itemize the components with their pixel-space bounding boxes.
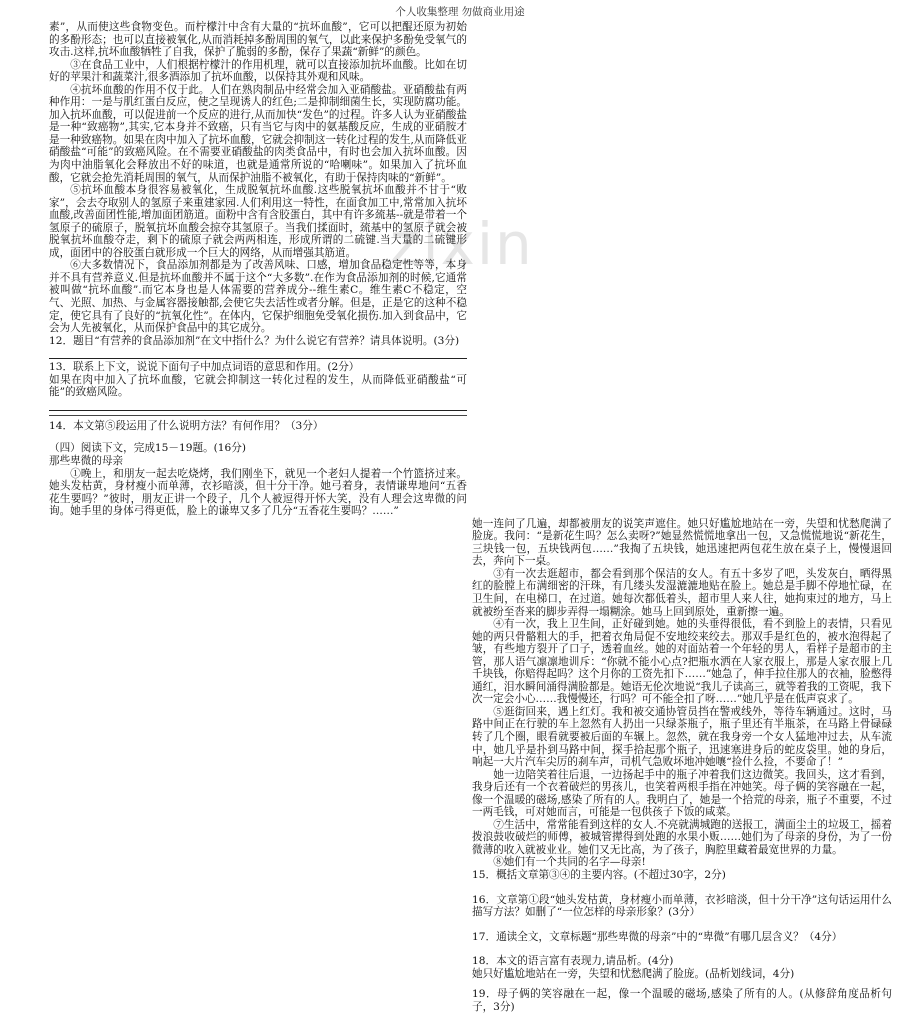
question-14: 14．本文第⑤段运用了什么说明方法？有何作用？（3分） (49, 419, 324, 432)
question-12: 12．题目“有营养的食品添加剂”在文中指什么？为什么说它有营养？请具体说明。(3分) (49, 334, 460, 347)
answer-line-12[interactable] (49, 347, 467, 359)
question-13: 13．联系上下文，说说下面句子中加点词语的意思和作用。(2分） (49, 361, 360, 374)
page-header: 个人收集整理 勿做商业用途 (395, 6, 525, 18)
answer-line-13[interactable] (49, 399, 467, 411)
paragraph-6: ⑥大多数情况下，食品添加剂都是为了改善风味、口感，增加食品稳定性等等，本身并不具有营养意义.但是抗坏血酸并不属于这个“大多数”.在作为食品添加剂的时候,它通常被叫做“抗坏血酸”.而它本身也是人体需要的营养成分--维生素C。维生素C不稳定，空气、光照、加热、与金属容器接触都,会使它失去活性或者分解。但是，正是它的这种不稳定，使它具有了良好的“抗氧化性”。在体内，它保护细胞免受氧化损伤.加入到食品中，它会为人先被氧化，从而保护食品中的其它成分。 (49, 259, 467, 335)
paragraph-4: ④抗坏血酸的作用不仅于此。人们在熟肉制品中经常会加入亚硝酸盐。亚硝酸盐有两种作用：一是与肌红蛋白反应，使之呈现诱人的红色;二是抑制细菌生长，实现防腐功能。加入抗坏血酸，可以促进前一个反应的进行,从而加快“发色”的过程。许多人认为亚硝酸盐是一种“致癌物”,其实,它本身并不致癌，只有当它与肉中的氨基酸反应，生成的亚硝胺才是一种致癌物。如果在肉中加入了抗坏血酸，它就会抑制这一转化过程的发生,从而降低亚硝酸盐“可能”的致癌风险。在不需要亚硝酸盐的肉类食品中，有时也会加入抗坏血酸。因为肉中油脂氧化会释放出不好的味道，也就是通常所说的“哈喇味”。如果加入了抗坏血酸，它就会抢先消耗周围的氧气，从而保护油脂不被氧化，有助于保持肉味的“新鲜”。 (49, 83, 467, 184)
question-18-quote: 她只好尴尬地站在一旁，失望和忧愁爬满了脸庞。(品析划线词，4分) (472, 967, 795, 980)
story-paragraph-2: 她一连问了几遍，却都被朋友的说笑声遮住。她只好尴尬地站在一旁，失望和忧愁爬满了脸庞。我问：“是新花生吗？怎么卖呀?”她显然慌慌地拿出一包，又急慌慌地说“新花生，三块钱一包，五块钱两包……”我掏了五块钱，她迅速把两包花生放在桌子上，慢慢退回去，奔向下一桌。 (472, 517, 892, 568)
watermark: zixin (390, 210, 534, 278)
paragraph-5: ⑤抗坏血酸本身很容易被氧化，生成脱氧抗坏血酸.这些脱氧抗坏血酸并不甘于“败家”，会去夺取别人的氢原子来重建家园.人们利用这一特性，在面食加工中,常常加入抗坏血酸,改善面团性能,增加面团筋道。面粉中含有含胶蛋白，其中有许多巯基--就是带着一个氢原子的硫原子，脱氧抗坏血酸会掠夺其氢原子。当我们揉面时，巯基中的氢原子就会被脱氧抗坏血酸夺走，剩下的硫原子就会两两相连，形成所谓的二硫键.当大量的二硫键形成，面团中的谷胶蛋白就形成一个巨大的网络，从而增强其筋道。 (49, 184, 467, 259)
story-paragraph-3: ③有一次去逛超市，都会看到那个保洁的女人。有五十多岁了吧，头发灰白，晒得黑红的脸膛上布满细密的汗珠，有几缕头发湿漉漉地贴在脸上。她总是手脚不停地忙碌，在卫生间，在电梯口，在过道。她每次都低着头，超市里人来人往，她拘束过的地方，马上就被纷至沓来的脚步弄得一塌糊涂。她马上回到原处，重新擦一遍。 (472, 567, 892, 618)
section-4-heading: （四）阅读下文，完成15－19题。(16分) (49, 442, 247, 455)
story-paragraph-8: ⑧她们有一个共同的名字—母亲! (493, 856, 646, 869)
paragraph-1: 素”，从而使这些食物变色。而柠檬汁中含有大量的“抗坏血酸”，它可以把醌还原为初始的多酚形态；也可以直接被氧化,从而消耗掉多酚周围的氧气，以此来保护多酚免受氧气的攻击.这样,抗坏血酸牺牲了自我，保护了脆弱的多酚，保存了果蔬“新鲜”的颜色。 (49, 21, 467, 59)
right-column (472, 518, 892, 1013)
left-column (49, 21, 467, 518)
question-13-quote: 如果在肉中加入了抗坏血酸，它就会抑制这一转化过程的发生，从而降低亚硝酸盐“可能”的致癌风险。 (49, 373, 467, 399)
story-paragraph-6: 她一边陪笑着往后退，一边扬起手中的瓶子冲着我们这边微笑。我回头，这才看到，我身后还有一个衣着破烂的男孩儿，也笑着两根手指在冲她笑。母子俩的笑容融在一起，像一个温暖的磁场,感染了所有的人。我明白了，她是一个拾荒的母亲，瓶子不重要，不过一两毛钱，可对她而言，可能是一包供孩子下饭的咸菜。 (472, 768, 892, 819)
story-paragraph-4: ④有一次，我上卫生间，正好碰到她。她的头垂得很低，看不到脸上的表情，只看见她的两只骨骼粗大的手，把着衣角局促不安地绞来绞去。那双手是红色的，被水泡得起了皱，有些地方裂开了口子，透着血丝。她的对面站着一个年轻的男人，看样子是超市的主管，那人语气凛凛地训斥：“你就不能小心点?把瓶水洒在人家衣服上，那是人家衣服上几千块钱，你赔得起吗？这个月你的工资先扣下……”她急了，伸手拉住那人的衣袖，脸憋得通红，泪水瞬间涌得满脸都是。她语无伦次地说“我儿子读高三，就等着我的工资呢，我下次一定会小心……我慢慢还，行吗？可不能全扣了呀……”她几乎是在低声哀求了。 (472, 618, 892, 706)
paragraph-3: ③在食品工业中，人们根据柠檬汁的作用机理，就可以直接添加抗坏血酸。比如在切好的苹果汁和蔬菜汁,很多酒添加了抗坏血酸，以保持其外观和风味。 (49, 58, 467, 84)
question-18: 18．本文的语言富有表现力,请品析。(4分) (472, 955, 674, 968)
question-16: 16．文章第①段“她头发枯黄，身材瘦小而单薄，衣衫暗淡，但十分干净”这句话运用什么描写方法？如删了“一位怎样的母亲形象？(3分） (472, 893, 892, 919)
story-paragraph-5: ⑤逛街回来，遇上红灯。我和被交通协管员挡在警戒线外，等待车辆通过。这时，马路中间正在行驶的车上忽然有人扔出一只绿茶瓶子，瓶子里还有半瓶茶，在马路上骨碌碌转了几个圈，眼看就要被后面的车辗上。忽然，就在我身旁一个女人猛地冲过去，从车流中，她几乎是扑到马路中间，探手拾起那个瓶子，迅速塞进身后的蛇皮袋里。她的身后，响起一大片汽车尖厉的刹车声，司机气急败坏地冲她嚷“捡什么捡，不要命了！” (472, 705, 892, 769)
story-paragraph-1: ①晚上，和朋友一起去吃烧烤，我们刚坐下，就见一个老妇人提着一个竹篮挤过来。她头发枯黄，身材瘦小而单薄，衣衫暗淡，但十分干净。她弓着身，表情谦卑地问“五香花生要吗？”彼时，朋友正讲一个段子，几个人被逗得开怀大笑，没有人理会这卑微的问询。她手里的身体弓得更低，脸上的谦卑又多了几分“五香花生要吗？……” (49, 467, 467, 518)
question-17: 17．通读全文，文章标题“那些卑微的母亲”中的“卑微”有哪几层含义？（4分） (472, 930, 843, 943)
divider (49, 415, 467, 416)
story-title: 那些卑微的母亲 (49, 454, 124, 467)
question-15: 15．概括文章第③④的主要内容。(不超过30字，2分) (472, 869, 726, 881)
question-19: 19．母子俩的笑容融在一起，像一个温暖的磁场,感染了所有的人。(从修辞角度品析句子，3分) (472, 988, 892, 1013)
story-paragraph-7: ⑦生活中，常常能看到这样的女人.不亮就满城跑的送报工，满面尘土的垃圾工，摇着拨浪鼓收破烂的师傅，被城管撵得到处跑的水果小贩……她们为了母亲的身份，为了一份微薄的收入就被业业。她们又无比高，为了孩子，胸腔里藏着最宽世界的力量。 (472, 818, 892, 856)
